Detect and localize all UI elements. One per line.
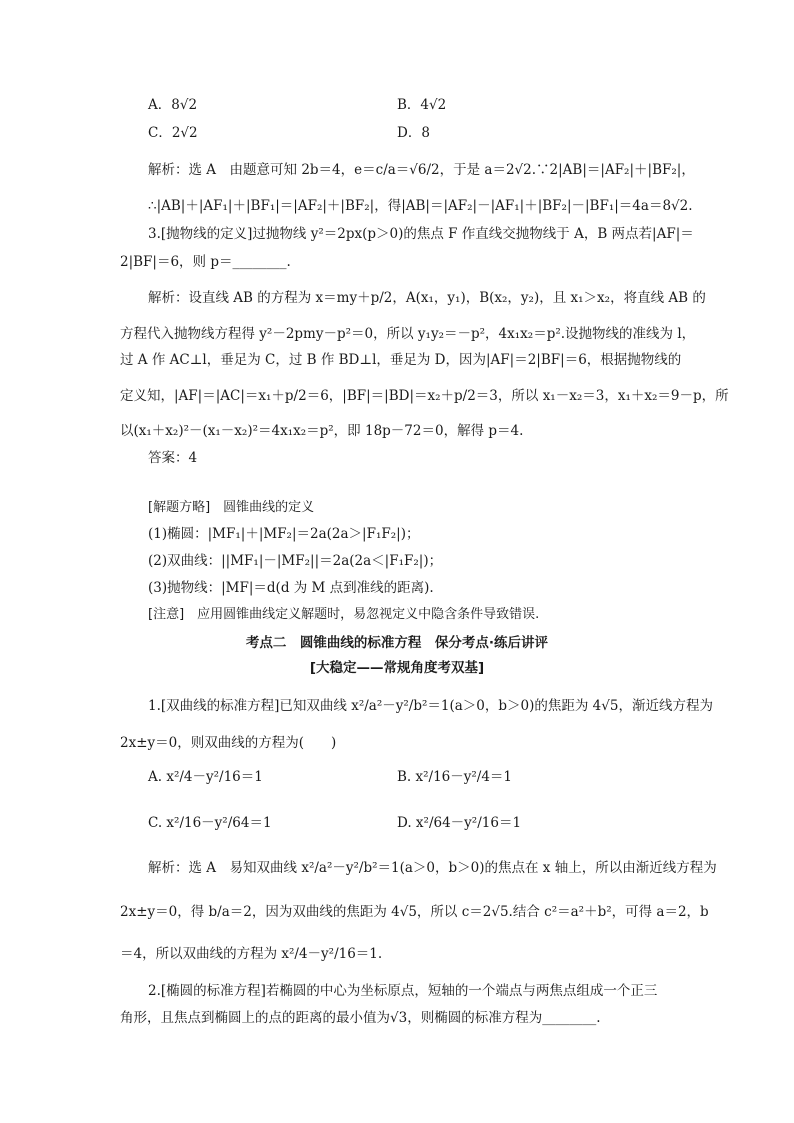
method-item: (1)椭圆：|MF₁|＋|MF₂|＝2a(2a＞|F₁F₂|)； <box>148 526 420 542</box>
solution-line: 方程代入抛物线方程得 y²－2pmy－p²＝0，所以 y₁y₂＝－p²，4x₁x₂＝p².设抛物线的准线为 l， <box>120 326 696 342</box>
method-item: (3)抛物线：|MF|＝d(d 为 M 点到准线的距离). <box>148 580 434 596</box>
section-subheading: [大稳定——常规角度考双基] <box>309 660 485 676</box>
question-2-text: 2.[椭圆的标准方程]若椭圆的中心为坐标原点，短轴的一个端点与两焦点组成一个正三 <box>148 983 658 999</box>
solution-line: 过 A 作 AC⊥l，垂足为 C，过 B 作 BD⊥l，垂足为 D，因为|AF|＝2|BF|＝6，根据抛物线的 <box>120 352 682 368</box>
answer: 答案：4 <box>148 450 198 466</box>
option-a: A. x²/4－y²/16＝1 <box>148 769 263 785</box>
option-b: B. x²/16－y²/4＝1 <box>397 769 513 785</box>
solution-line: 以(x₁＋x₂)²－(x₁－x₂)²＝4x₁x₂＝p²，即 18p－72＝0，解得 p＝4. <box>120 423 524 439</box>
method-title: [解题方略] 圆锥曲线的定义 <box>148 500 315 515</box>
solution-line: 解析：选 A 易知双曲线 x²/a²－y²/b²＝1(a＞0，b＞0)的焦点在 x 轴上，所以由渐近线方程为 <box>148 860 717 876</box>
method-item: (2)双曲线：||MF₁|－|MF₂||＝2a(2a＜|F₁F₂|)； <box>148 553 443 569</box>
solution-line: 解析：设直线 AB 的方程为 x＝my＋p/2，A(x₁，y₁)，B(x₂，y₂)，且 x₁＞x₂，将直线 AB 的 <box>148 290 706 306</box>
option-d: D. x²/64－y²/16＝1 <box>397 815 522 831</box>
method-note: [注意] 应用圆锥曲线定义解题时，易忽视定义中隐含条件导致错误. <box>148 607 540 622</box>
option-b: B．4√2 <box>397 97 447 113</box>
option-c: C．2√2 <box>148 125 198 141</box>
option-d: D．8 <box>397 125 430 141</box>
question-2-text: 角形，且焦点到椭圆上的点的距离的最小值为√3，则椭圆的标准方程为________. <box>120 1010 601 1026</box>
solution-line: 2x±y＝0，得 b/a＝2，因为双曲线的焦距为 4√5，所以 c＝2√5.结合 c²＝a²＋b²，可得 a＝2，b <box>120 904 709 920</box>
option-a: A．8√2 <box>148 97 198 113</box>
question-1-text: 2x±y＝0，则双曲线的方程为( ) <box>120 735 337 751</box>
section-heading: 考点二 圆锥曲线的标准方程 保分考点·练后讲评 <box>245 635 549 651</box>
solution-line: 定义知，|AF|＝|AC|＝x₁＋p/2＝6，|BF|＝|BD|＝x₂＋p/2＝3，所以 x₁－x₂＝3，x₁＋x₂＝9－p，所 <box>120 388 729 404</box>
solution-line: ＝4，所以双曲线的方程为 x²/4－y²/16＝1. <box>120 946 383 962</box>
solution-line: ∴|AB|＋|AF₁|＋|BF₁|＝|AF₂|＋|BF₂|，得|AB|＝|AF₂|－|AF₁|＋|BF₂|－|BF₁|＝4a＝8√2. <box>148 198 693 214</box>
question-3-text: 2|BF|＝6，则 p＝________. <box>120 254 291 270</box>
question-1-text: 1.[双曲线的标准方程]已知双曲线 x²/a²－y²/b²＝1(a＞0，b＞0)的焦距为 4√5，渐近线方程为 <box>148 698 713 714</box>
question-3-text: 3.[抛物线的定义]过抛物线 y²＝2px(p＞0)的焦点 F 作直线交抛物线于 A，B 两点若|AF|＝ <box>148 226 694 242</box>
option-c: C. x²/16－y²/64＝1 <box>148 815 272 831</box>
solution-line: 解析：选 A 由题意可知 2b＝4，e＝c/a＝√6/2，于是 a＝2√2.∵2|AB|＝|AF₂|＋|BF₂|， <box>148 162 695 178</box>
